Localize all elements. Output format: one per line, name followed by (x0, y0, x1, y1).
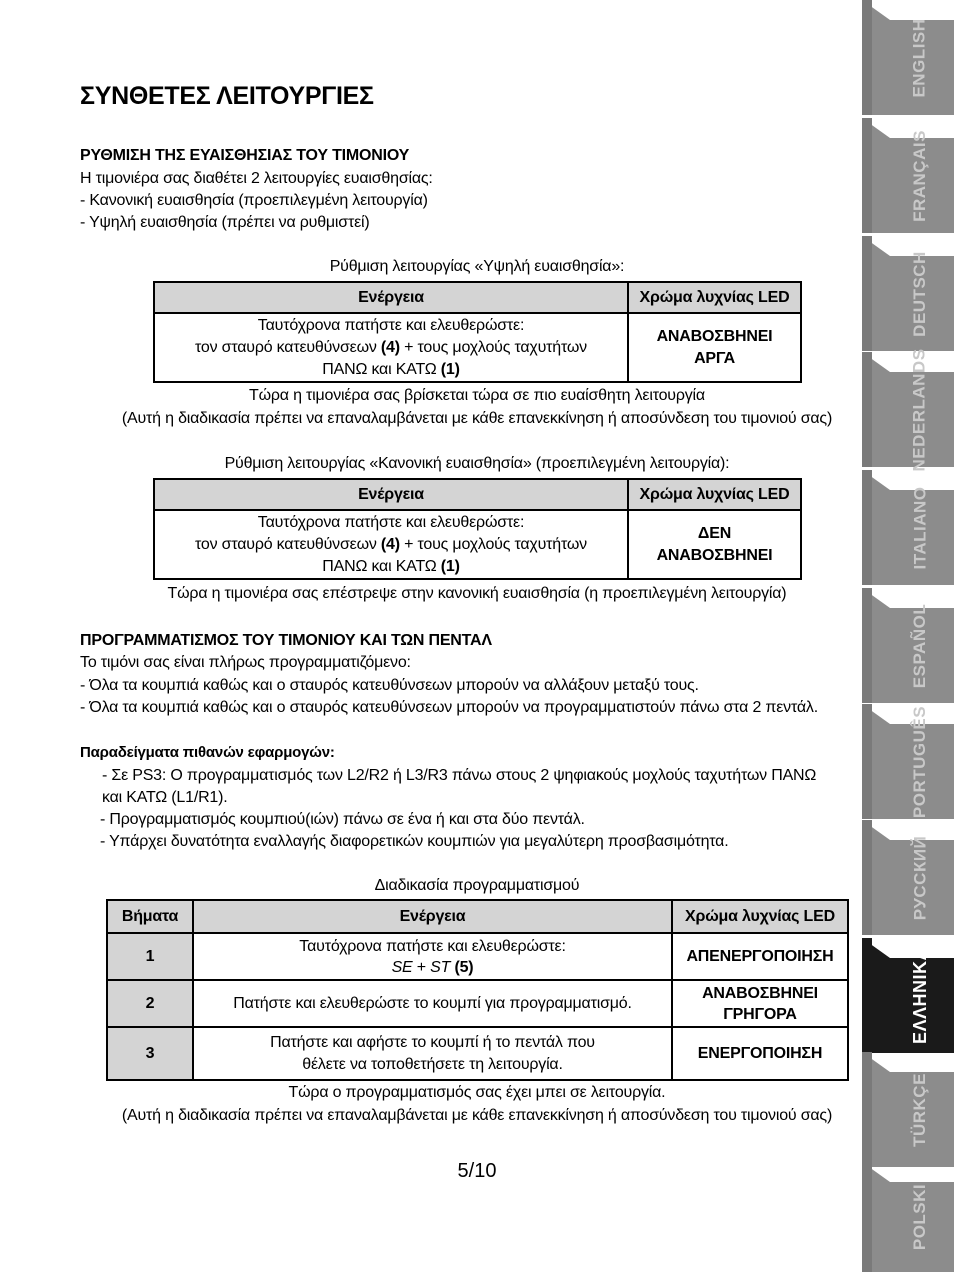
section-heading-programming: ΠΡΟΓΡΑΜΜΑΤΙΣΜΟΣ ΤΟΥ ΤΙΜΟΝΙΟΥ ΚΑΙ ΤΩΝ ΠΕΝΤΑΛ (80, 632, 492, 649)
example-line: και ΚΑΤΩ (L1/R1). (102, 789, 228, 806)
language-tab-english[interactable] (862, 0, 954, 115)
language-label: РУССКИЙ (910, 835, 929, 920)
action-cell (193, 1027, 672, 1080)
column-header-action: Ενέργεια (193, 900, 672, 933)
language-label: NEDERLANDS (910, 347, 929, 472)
action-cell (154, 313, 628, 382)
examples-heading: Παραδείγματα πιθανών εφαρμογών: (80, 744, 335, 761)
led-text: ΑΝΑΒΟΣΒΗΝΕΙ (656, 327, 773, 345)
led-cell (628, 313, 801, 382)
language-label: ESPAÑOL (910, 603, 930, 688)
item-ref: (1) (440, 360, 460, 378)
note-line: (Αυτή η διαδικασία πρέπει να επαναλαμβάνεται με κάθε επανεκκίνηση ή αποσύνδεση του τιμονιού σας) (121, 410, 833, 427)
page-number: 5/10 (457, 1160, 497, 1182)
programming-procedure-table (106, 899, 849, 1081)
item-ref: (5) (450, 958, 474, 976)
language-label: PORTUGUÊS (910, 705, 929, 818)
item-ref: (1) (440, 557, 460, 575)
language-label: ENGLISH (910, 17, 929, 98)
led-text: ΑΝΑΒΟΣΒΗΝΕΙ (656, 546, 773, 564)
action-cell (193, 933, 672, 980)
action-line: Πατήστε και αφήστε το κουμπί ή το πεντάλ που (270, 1033, 595, 1051)
language-sidebar (862, 0, 954, 1272)
action-line: θέλετε να τοποθετήσετε τη λειτουργία. (302, 1055, 563, 1073)
language-label: POLSKI (910, 1183, 930, 1251)
step-number: 3 (107, 1027, 193, 1080)
column-header-action: Ενέργεια (154, 282, 628, 313)
led-text: ΑΡΓΑ (694, 349, 735, 367)
table-caption: Ρύθμιση λειτουργίας «Κανονική ευαισθησία» (προεπιλεγμένη λειτουργία): (224, 455, 730, 472)
high-sensitivity-table (153, 281, 802, 383)
column-header-led: Χρώμα λυχνίας LED (628, 479, 801, 510)
paragraph-line: - Υψηλή ευαισθησία (πρέπει να ρυθμιστεί) (80, 214, 370, 231)
action-line: Ταυτόχρονα πατήστε και ελευθερώστε: (257, 513, 525, 531)
section-heading-sensitivity: ΡΥΘΜΙΣΗ ΤΗΣ ΕΥΑΙΣΘΗΣΙΑΣ ΤΟΥ ΤΙΜΟΝΙΟΥ (80, 147, 410, 164)
paragraph-line: Το τιμόνι σας είναι πλήρως προγραμματιζόμενο: (80, 654, 411, 671)
step-number: 2 (107, 980, 193, 1027)
column-header-led: Χρώμα λυχνίας LED (672, 900, 848, 933)
led-text: ΑΝΑΒΟΣΒΗΝΕΙ (702, 984, 818, 1002)
language-tab-italiano[interactable] (862, 470, 954, 585)
action-text: τον σταυρό κατευθύνσεων (195, 535, 381, 553)
table-caption: Ρύθμιση λειτουργίας «Υψηλή ευαισθησία»: (329, 258, 625, 275)
example-line: - Προγραμματισμός κουμπιού(ιών) πάνω σε ένα ή και στα δύο πεντάλ. (100, 811, 585, 828)
action-text: + τους μοχλούς ταχυτήτων (399, 338, 587, 356)
led-cell (628, 510, 801, 579)
paragraph-line: Η τιμονιέρα σας διαθέτει 2 λειτουργίες ευαισθησίας: (80, 170, 433, 187)
language-tab-deutsch[interactable] (862, 236, 954, 351)
column-header-led: Χρώμα λυχνίας LED (628, 282, 801, 313)
item-ref: (4) (380, 338, 400, 356)
paragraph-line: - Όλα τα κουμπιά καθώς και ο σταυρός κατευθύνσεων μπορούν να αλλάξουν μεταξύ τους. (80, 677, 699, 694)
led-cell: ΑΠΕΝΕΡΓΟΠΟΙΗΣΗ (672, 933, 848, 980)
language-tab-español[interactable] (862, 588, 954, 703)
normal-sensitivity-table (153, 478, 802, 580)
note-line: Τώρα η τιμονιέρα σας βρίσκεται τώρα σε πιο ευαίσθητη λειτουργία (249, 387, 705, 404)
action-line: Ταυτόχρονα πατήστε και ελευθερώστε: (299, 937, 566, 955)
action-text: ΠΑΝΩ και ΚΑΤΩ (322, 557, 441, 575)
action-cell (154, 510, 628, 579)
language-tab-português[interactable] (862, 704, 954, 819)
action-text: τον σταυρό κατευθύνσεων (195, 338, 381, 356)
paragraph-line: - Όλα τα κουμπιά καθώς και ο σταυρός κατευθύνσεων μπορούν να προγραμματιστούν πάνω στα 2 πεντάλ. (80, 699, 818, 716)
page-title: ΣΥΝΘΕΤΕΣ ΛΕΙΤΟΥΡΓΙΕΣ (80, 82, 374, 110)
language-label: ITALIANO (910, 485, 930, 570)
button-name: SE (391, 958, 413, 976)
led-cell: ΕΝΕΡΓΟΠΟΙΗΣΗ (672, 1027, 848, 1080)
note-line: Τώρα η τιμονιέρα σας επέστρεψε στην κανονική ευαισθησία (η προεπιλεγμένη λειτουργία) (167, 585, 787, 602)
language-tab-русский[interactable] (862, 820, 954, 935)
action-text: ΠΑΝΩ και ΚΑΤΩ (322, 360, 441, 378)
language-tab-polski[interactable] (862, 1162, 954, 1272)
language-tab-nederlands[interactable] (862, 347, 954, 472)
language-label: ΕΛΛΗΝΙΚΑ (909, 946, 930, 1045)
language-tab-türkçe[interactable] (862, 1052, 954, 1167)
action-text: + (412, 958, 431, 976)
button-name: ST (430, 958, 451, 976)
action-text: + τους μοχλούς ταχυτήτων (399, 535, 587, 553)
language-label: TÜRKÇE (910, 1072, 929, 1147)
language-tab-ελληνικα[interactable] (862, 938, 954, 1053)
language-label: DEUTSCH (910, 250, 930, 337)
led-cell (672, 980, 848, 1027)
led-text: ΔΕΝ (697, 524, 732, 542)
column-header-action: Ενέργεια (154, 479, 628, 510)
table-caption: Διαδικασία προγραμματισμού (374, 877, 580, 894)
note-line: (Αυτή η διαδικασία πρέπει να επαναλαμβάνεται με κάθε επανεκκίνηση ή αποσύνδεση του τιμονιού σας) (121, 1107, 833, 1124)
example-line: - Σε PS3: Ο προγραμματισμός των L2/R2 ή L3/R3 πάνω στους 2 ψηφιακούς μοχλούς ταχυτήτων ΠΑΝΩ (102, 767, 817, 784)
language-label: FRANÇAIS (910, 129, 929, 222)
language-tab-français[interactable] (862, 118, 954, 233)
paragraph-line: - Κανονική ευαισθησία (προεπιλεγμένη λειτουργία) (80, 192, 428, 209)
step-number: 1 (107, 933, 193, 980)
item-ref: (4) (380, 535, 400, 553)
led-text: ΓΡΗΓΟΡΑ (723, 1005, 797, 1023)
note-line: Τώρα ο προγραμματισμός σας έχει μπει σε λειτουργία. (288, 1084, 666, 1101)
action-line: Ταυτόχρονα πατήστε και ελευθερώστε: (257, 316, 525, 334)
column-header-step: Βήματα (107, 900, 193, 933)
action-cell: Πατήστε και ελευθερώστε το κουμπί για προγραμματισμό. (193, 980, 672, 1027)
example-line: - Υπάρχει δυνατότητα εναλλαγής διαφορετικών κουμπιών για μεγαλύτερη προσβασιμότητα. (100, 833, 729, 850)
